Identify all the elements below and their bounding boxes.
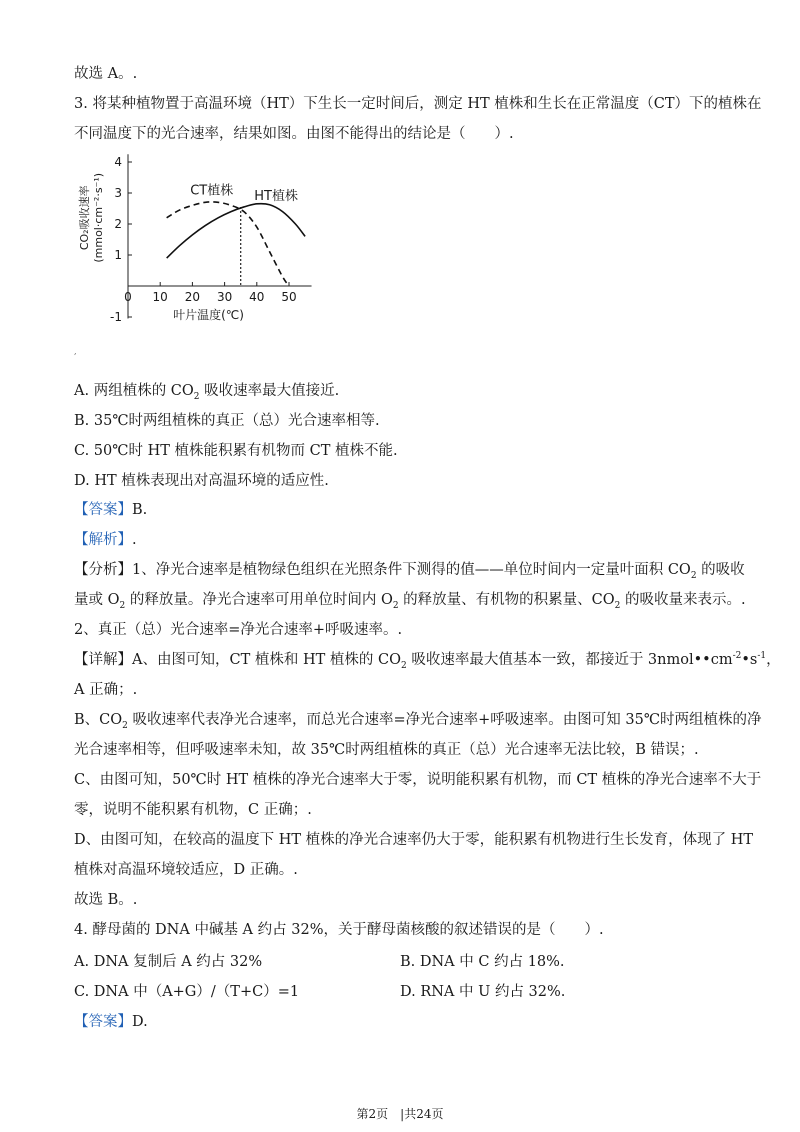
fenxi-line3: 2、真正（总）光合速率=净光合速率+呼吸速率。. (74, 622, 403, 638)
q4-answer: 【答案】D. (74, 1014, 148, 1030)
series-label-ct: CT植株 (190, 183, 234, 199)
y-tick-label: 1 (114, 248, 122, 262)
x-tick-label: 20 (184, 290, 201, 304)
xiangjie-a1: 【详解】A、由图可知，CT 植株和 HT 植株的 $CO_2$ 吸收速率最大值基本一致，都接近于 $3nmol••cm^{-2}•s^{-1}$， (74, 651, 781, 671)
y-axis-label: CO₂吸收速率 (78, 185, 91, 251)
q3-option-c: C. 50℃时 HT 植株能积累有机物而 CT 植株不能. (74, 443, 398, 459)
y-tick-label: 2 (114, 217, 122, 231)
x-tick-label: 30 (216, 290, 233, 304)
q4-stem: 4. 酵母菌的 DNA 中碱基 A 约占 32%，关于酵母菌核酸的叙述错误的是（ ）. (74, 922, 604, 938)
photosynthesis-chart (74, 148, 334, 338)
y-axis-unit: (mmol·cm⁻²·s⁻¹) (92, 172, 105, 263)
previous-conclusion: 故选 A。. (74, 66, 138, 82)
xiangjie-b2: 光合速率相等，但呼吸速率未知，故 35℃时两组植株的真正（总）光合速率无法比较，B 错误；. (74, 742, 699, 758)
q3-stem-line1: 3. 将某种植物置于高温环境（HT）下生长一定时间后，测定 HT 植株和生长在正常温度（CT）下的植株在 (74, 96, 762, 112)
y-tick-label: -1 (110, 310, 122, 324)
xiangjie-a2: A 正确；. (74, 682, 138, 698)
xiangjie-d2: 植株对高温环境较适应，D 正确。. (74, 862, 298, 878)
y-tick-label: 3 (114, 186, 122, 200)
x-tick-label: 10 (152, 290, 168, 304)
series-label-ht: HT植株 (254, 188, 298, 204)
q4-option-a: A. DNA 复制后 A 约占 32% (74, 954, 263, 970)
q4-option-d: D. RNA 中 U 约占 32%. (400, 984, 566, 1000)
q4-option-c: C. DNA 中（A+G）/（T+C）=1 (74, 984, 300, 1000)
paragraph-mark: , (74, 347, 77, 356)
page-footer: 第2页 |共24页 (356, 1107, 444, 1121)
x-tick-label: 0 (124, 290, 132, 304)
q3-option-d: D. HT 植株表现出对高温环境的适应性. (74, 473, 329, 489)
series-line-ct (167, 202, 289, 286)
q3-stem-line2: 不同温度下的光合速率，结果如图。由图不能得出的结论是（ ）. (74, 126, 514, 142)
series-line-ht (167, 204, 305, 258)
x-axis-label: 叶片温度(℃) (173, 308, 244, 322)
y-tick-label: 4 (114, 155, 122, 169)
q3-conclusion: 故选 B。. (74, 892, 138, 908)
q3-answer: 【答案】B. (74, 502, 148, 518)
fenxi-line1: 【分析】1、净光合速率是植物绿色组织在光照条件下测得的值——单位时间内一定量叶面积 $CO_2$ 的吸收 (74, 562, 745, 581)
x-tick-label: 50 (281, 290, 297, 304)
q4-option-b: B. DNA 中 C 约占 18%. (400, 954, 565, 970)
xiangjie-c2: 零，说明不能积累有机物，C 正确；. (74, 802, 312, 818)
xiangjie-b1: B、$CO_2$ 吸收速率代表净光合速率，而总光合速率=净光合速率+呼吸速率。由图可知 35℃时两组植株的净 (74, 712, 762, 731)
xiangjie-d1: D、由图可知，在较高的温度下 HT 植株的净光合速率仍大于零，能积累有机物进行生长发育，体现了 HT (74, 832, 754, 848)
q3-analysis-label: 【解析】. (74, 532, 137, 548)
xiangjie-c1: C、由图可知，50℃时 HT 植株的净光合速率大于零，说明能积累有机物，而 CT 植株的净光合速率不大于 (74, 772, 762, 788)
fenxi-line2: 量或 $O_2$ 的释放量。净光合速率可用单位时间内 $O_2$ 的释放量、有机物的积累量、$CO_2$ 的吸收量来表示。. (74, 592, 746, 611)
q3-option-b: B. 35℃时两组植株的真正（总）光合速率相等. (74, 413, 380, 429)
x-tick-label: 40 (249, 290, 265, 304)
q3-option-a: A. 两组植株的 $CO_2$ 吸收速率最大值接近. (74, 383, 340, 402)
